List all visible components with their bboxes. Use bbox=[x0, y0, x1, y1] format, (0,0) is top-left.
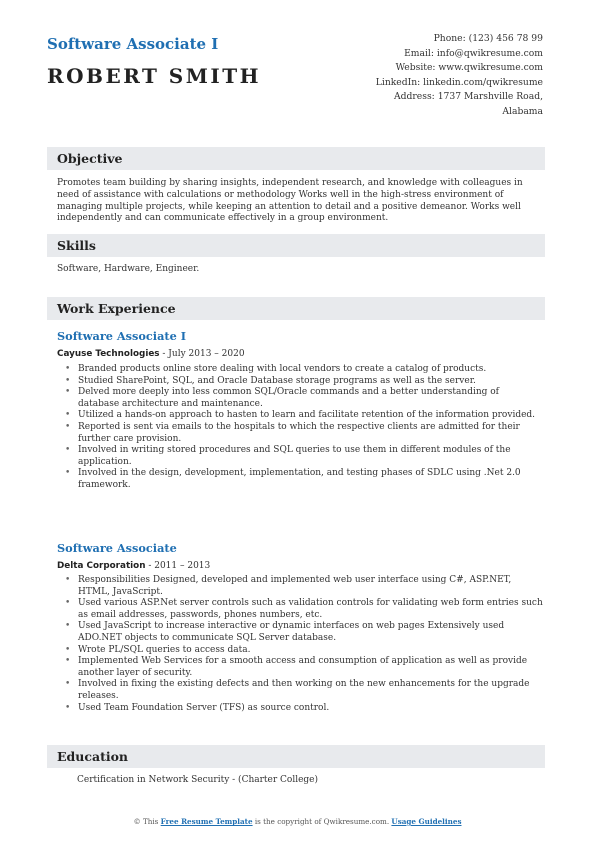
header-job-title: Software Associate I bbox=[47, 35, 219, 53]
education-heading: Education bbox=[57, 749, 129, 764]
footer bbox=[0, 817, 595, 826]
list-item: • Delved more deeply into less common SQL/Oracle commands and a better understanding of database architecture and maintenance. bbox=[65, 387, 543, 410]
skills-section-header bbox=[47, 234, 545, 257]
job-title: Software Associate I bbox=[57, 329, 187, 343]
list-item: • Wrote PL/SQL queries to access data. bbox=[65, 645, 543, 657]
contact-block bbox=[303, 32, 543, 120]
usage-guidelines-link[interactable]: Usage Guidelines bbox=[391, 817, 462, 826]
contact-linkedin: LinkedIn: linkedin.com/qwikresume bbox=[375, 76, 543, 88]
list-item: • Used Team Foundation Server (TFS) as source control. bbox=[65, 703, 543, 715]
education-section-header bbox=[47, 745, 545, 768]
job-dates: - 2011 – 2013 bbox=[145, 561, 211, 571]
list-item: • Involved in writing stored procedures and SQL queries to use them in different modules of the application. bbox=[65, 445, 543, 468]
list-item: • Branded products online store dealing with local vendors to create a catalog of products. bbox=[65, 364, 543, 376]
footer-prefix: © This bbox=[133, 817, 161, 826]
contact-address-state: Alabama bbox=[502, 105, 543, 117]
list-item: • Involved in fixing the existing defects and then working on the new enhancements for the upgrade releases. bbox=[65, 679, 543, 702]
employer-name: Delta Corporation bbox=[57, 561, 146, 571]
list-item: • Involved in the design, development, implementation, and testing phases of SDLC using .Net 2.0 framework. bbox=[65, 468, 543, 491]
job-title: Software Associate bbox=[57, 541, 177, 555]
contact-website: Website: www.qwikresume.com bbox=[395, 62, 543, 74]
job-bullet-list bbox=[65, 364, 543, 492]
list-item: • Reported is sent via emails to the hospitals to which the respective clients are admitted for their further care provision. bbox=[65, 422, 543, 445]
employer-name: Cayuse Technologies bbox=[57, 349, 160, 359]
objective-heading: Objective bbox=[57, 151, 123, 166]
list-item: • Utilized a hands-on approach to hasten to learn and facilitate retention of the information provided. bbox=[65, 410, 543, 422]
skills-text: Software, Hardware, Engineer. bbox=[57, 264, 200, 274]
skills-heading: Skills bbox=[57, 238, 96, 253]
list-item: • Studied SharePoint, SQL, and Oracle Database storage programs as well as the server. bbox=[65, 376, 543, 388]
education-text: Certification in Network Security - (Charter College) bbox=[77, 775, 319, 785]
work-experience-heading: Work Experience bbox=[57, 301, 176, 316]
list-item: • Implemented Web Services for a smooth access and consumption of application as well as provide another layer of security. bbox=[65, 656, 543, 679]
free-resume-template-link[interactable]: Free Resume Template bbox=[160, 817, 253, 826]
candidate-name: ROBERT SMITH bbox=[47, 64, 262, 88]
job-bullet-list bbox=[65, 575, 543, 714]
list-item: • Used JavaScript to increase interactive or dynamic interfaces on web pages Extensively used ADO.NET objects to communicate SQL Server database. bbox=[65, 621, 543, 644]
list-item: • Responsibilities Designed, developed and implemented web user interface using C#, ASP.NET, HTML, JavaScript. bbox=[65, 575, 543, 598]
objective-section-header bbox=[47, 147, 545, 170]
contact-email: Email: info@qwikresume.com bbox=[404, 47, 543, 59]
job-employer-line bbox=[57, 561, 210, 571]
job-employer-line bbox=[57, 349, 245, 359]
job-dates: - July 2013 – 2020 bbox=[159, 349, 245, 359]
contact-address: Address: 1737 Marshville Road, bbox=[394, 91, 543, 103]
work-experience-section-header bbox=[47, 297, 545, 320]
objective-text: Promotes team building by sharing insights, independent research, and knowledge with colleagues in need of assistance with calculations or methodology Works well in the high-stress environment of managing multiple projects, while keeping an attention to detail and a positive demeanor. Works well independently and can communicate effectively in a group environment. bbox=[57, 178, 523, 224]
contact-phone: Phone: (123) 456 78 99 bbox=[433, 33, 543, 44]
list-item: • Used various ASP.Net server controls such as validation controls for validating web form entries such as email addresses, passwords, phones numbers, etc. bbox=[65, 598, 543, 621]
footer-middle: is the copyright of Qwikresume.com. bbox=[252, 817, 392, 826]
